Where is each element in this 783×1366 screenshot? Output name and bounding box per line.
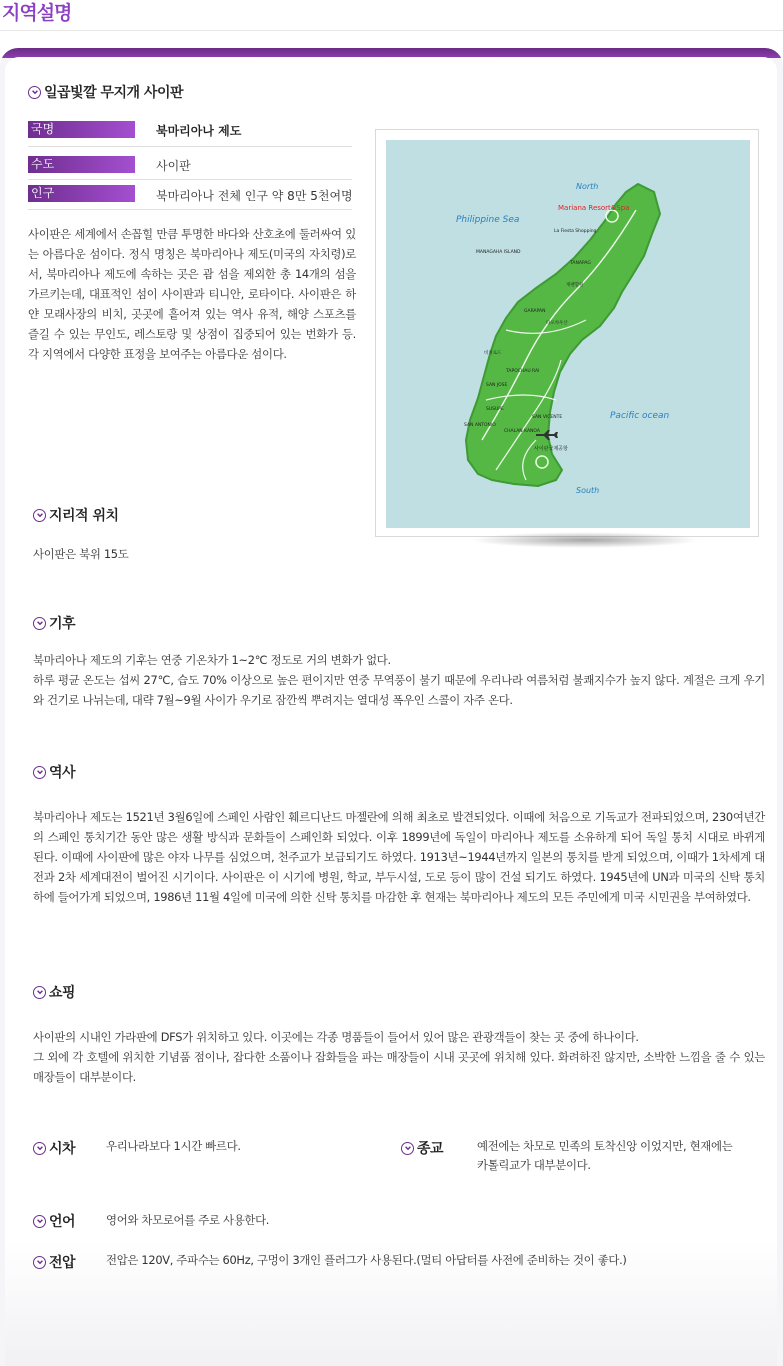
map-label: 타포차우산 (546, 321, 568, 326)
map-label-philippine-sea: Philippine Sea (456, 215, 520, 225)
chevron-down-icon (33, 1256, 46, 1269)
language-title: 언어 (49, 1214, 76, 1230)
shopping-heading (33, 982, 75, 1002)
voltage-title: 전압 (49, 1255, 76, 1271)
shopping-line-2: 그 외에 각 호텔에 위치한 기념품 점이나, 잡다한 소품이나 잡화들을 파는 매장들이 시내 곳곳에 위치해 있다. 화려하진 않지만, 소박한 느낌을 줄 수 있는 매장들이 대부분이다. (33, 1050, 765, 1084)
country-value: 북마리아나 제도 (156, 124, 242, 138)
map-label: SUSUPE (486, 407, 504, 412)
climate-title: 기후 (49, 616, 76, 632)
language-heading (33, 1211, 75, 1231)
shopping-line-1: 사이판의 시내인 가라판에 DFS가 위치하고 있다. 이곳에는 각종 명품들이 들어서 있어 많은 관광객들이 찾는 곳 중에 하나이다. (33, 1030, 639, 1044)
map-label: TANAPAG (570, 261, 591, 266)
location-text: 사이판은 북위 15도 (33, 547, 129, 561)
population-label: 인구 (28, 185, 135, 202)
timediff-title: 시차 (49, 1141, 76, 1157)
chevron-down-icon (28, 86, 41, 99)
page-title: 지역설명 (2, 2, 72, 24)
climate-line-1: 북마리아나 제도의 기후는 연중 기온차가 1~2℃ 정도로 거의 변화가 없다. (33, 653, 391, 667)
chevron-down-icon (33, 617, 46, 630)
intro-paragraph: 사이판은 세계에서 손꼽힐 만큼 투명한 바다와 산호초에 둘러싸여 있는 아름다운 섬이다. 정식 명칭은 북마리아나 제도(미국의 자치령)로서, 북마리아나 제도에 속하는 곳은 괌 섬을 제외한 총 14개의 섬을 가르키는데, 대표적인 섬이 사이판과 티니안, 로타이다. 사이판은 하얀 모래사장의 비치, 곳곳에 흩어져 있는 역사 유적, 해양 스포츠를 즐길 수 있는 무인도, 레스토랑 및 상점이 집중되어 있는 번화가 등. 각 지역에서 다양한 표정을 보여주는 아름다운 섬이다. (28, 227, 356, 361)
headline (28, 82, 183, 102)
saipan-map (386, 140, 750, 528)
history-heading (33, 762, 75, 782)
timediff-text: 우리나라보다 1시간 빠르다. (106, 1139, 241, 1153)
shopping-title: 쇼핑 (49, 985, 76, 1001)
info-divider (28, 179, 352, 180)
history-title: 역사 (49, 765, 76, 781)
map-label: 재팬할원 (566, 283, 584, 288)
voltage-heading (33, 1252, 75, 1272)
map-label-resort: Mariana Resort&Spa (558, 204, 630, 212)
map-label: GARAPAN (524, 309, 546, 314)
language-text: 영어와 차모로어를 주로 사용한다. (106, 1213, 270, 1227)
location-heading (33, 505, 119, 525)
map-label-north: North (576, 182, 599, 191)
chevron-down-icon (33, 1215, 46, 1228)
map-label: CHALAN KANOA (504, 429, 540, 434)
map-label: 비치로드 (484, 351, 502, 356)
chevron-down-icon (33, 986, 46, 999)
map-frame (375, 129, 759, 537)
country-label: 국명 (28, 121, 135, 138)
map-label: La Fiesta Shopping (554, 229, 597, 234)
timediff-heading (33, 1138, 75, 1158)
title-divider (0, 30, 783, 31)
religion-line-1: 예전에는 차모로 민족의 토착신앙 이었지만, 현재에는 (477, 1139, 733, 1153)
map-shadow (470, 532, 700, 548)
map-label-south: South (576, 486, 600, 495)
info-divider (28, 146, 352, 147)
chevron-down-icon (33, 766, 46, 779)
map-label: SAN JOSE (486, 383, 508, 388)
capital-label: 수도 (28, 156, 135, 173)
climate-line-2: 하루 평균 온도는 섭씨 27℃, 습도 70% 이상으로 높은 편이지만 연중 무역풍이 불기 때문에 우리나라 여름처럼 불쾌지수가 높지 않다. 계절은 크게 우기와 건기로 나뉘는데, 대략 7월~9월 사이가 우기로 잠깐씩 뿌려지는 열대성 폭우인 스콜이 자주 온다. (33, 673, 765, 707)
chevron-down-icon (401, 1142, 414, 1155)
population-value: 북마리아나 전체 인구 약 8만 5천여명 (156, 189, 353, 203)
voltage-text: 전압은 120V, 주파수는 60Hz, 구멍이 3개인 플러그가 사용된다.(멀티 아답터를 사전에 준비하는 것이 좋다.) (106, 1253, 627, 1267)
map-label: SAN VICENTE (532, 415, 563, 420)
map-label: SAN ANTONIO (464, 423, 496, 428)
map-label: TAPOCHAU RAI (506, 369, 540, 374)
religion-heading (401, 1138, 443, 1158)
map-label: MANAGAHA ISLAND (476, 250, 521, 255)
map-label: 사이판국제공항 (534, 446, 568, 452)
chevron-down-icon (33, 1142, 46, 1155)
history-paragraph: 북마리아나 제도는 1521년 3월6일에 스페인 사람인 훼르디난드 마젤란에 의해 최초로 발견되었다. 이때에 처음으로 기독교가 전파되었으며, 230여년간의 스페인 통치기간 동안 많은 생활 방식과 문화들이 스페인화 되었다. 이후 1899년에 독일이 마리아나 제도를 소유하게 되어 독일 통치 시대로 바뀌게 된다. 이때에 사이판에 많은 야자 나무를 심었으며, 천주교가 보급되기도 하였다. 1913년~1944년까지 일본의 통치를 받게 되었으며, 이때가 1차세계 대전과 2차 세계대전이 벌어진 시기이다. 사이판은 이 시기에 병원, 학교, 부두시설, 도로 등이 많이 건설 되기도 하였다. 1945년에 UN과 미국의 신탁 통치하에 들어가게 되었으며, 1986년 11월 4일에 미국에 의한 신탁 통치를 마감한 후 현재는 북마리아나 제도의 모든 주민에게 미국 시민권을 부여하였다. (33, 810, 765, 904)
religion-title: 종교 (417, 1141, 444, 1157)
info-divider (28, 209, 352, 210)
location-title: 지리적 위치 (49, 508, 119, 524)
climate-heading (33, 613, 75, 633)
chevron-down-icon (33, 509, 46, 522)
religion-line-2: 카톨릭교가 대부분이다. (477, 1158, 591, 1172)
capital-value: 사이판 (156, 159, 191, 173)
headline-text: 일곱빛깔 무지개 사이판 (44, 85, 183, 101)
map-label-pacific-ocean: Pacific ocean (610, 411, 670, 421)
